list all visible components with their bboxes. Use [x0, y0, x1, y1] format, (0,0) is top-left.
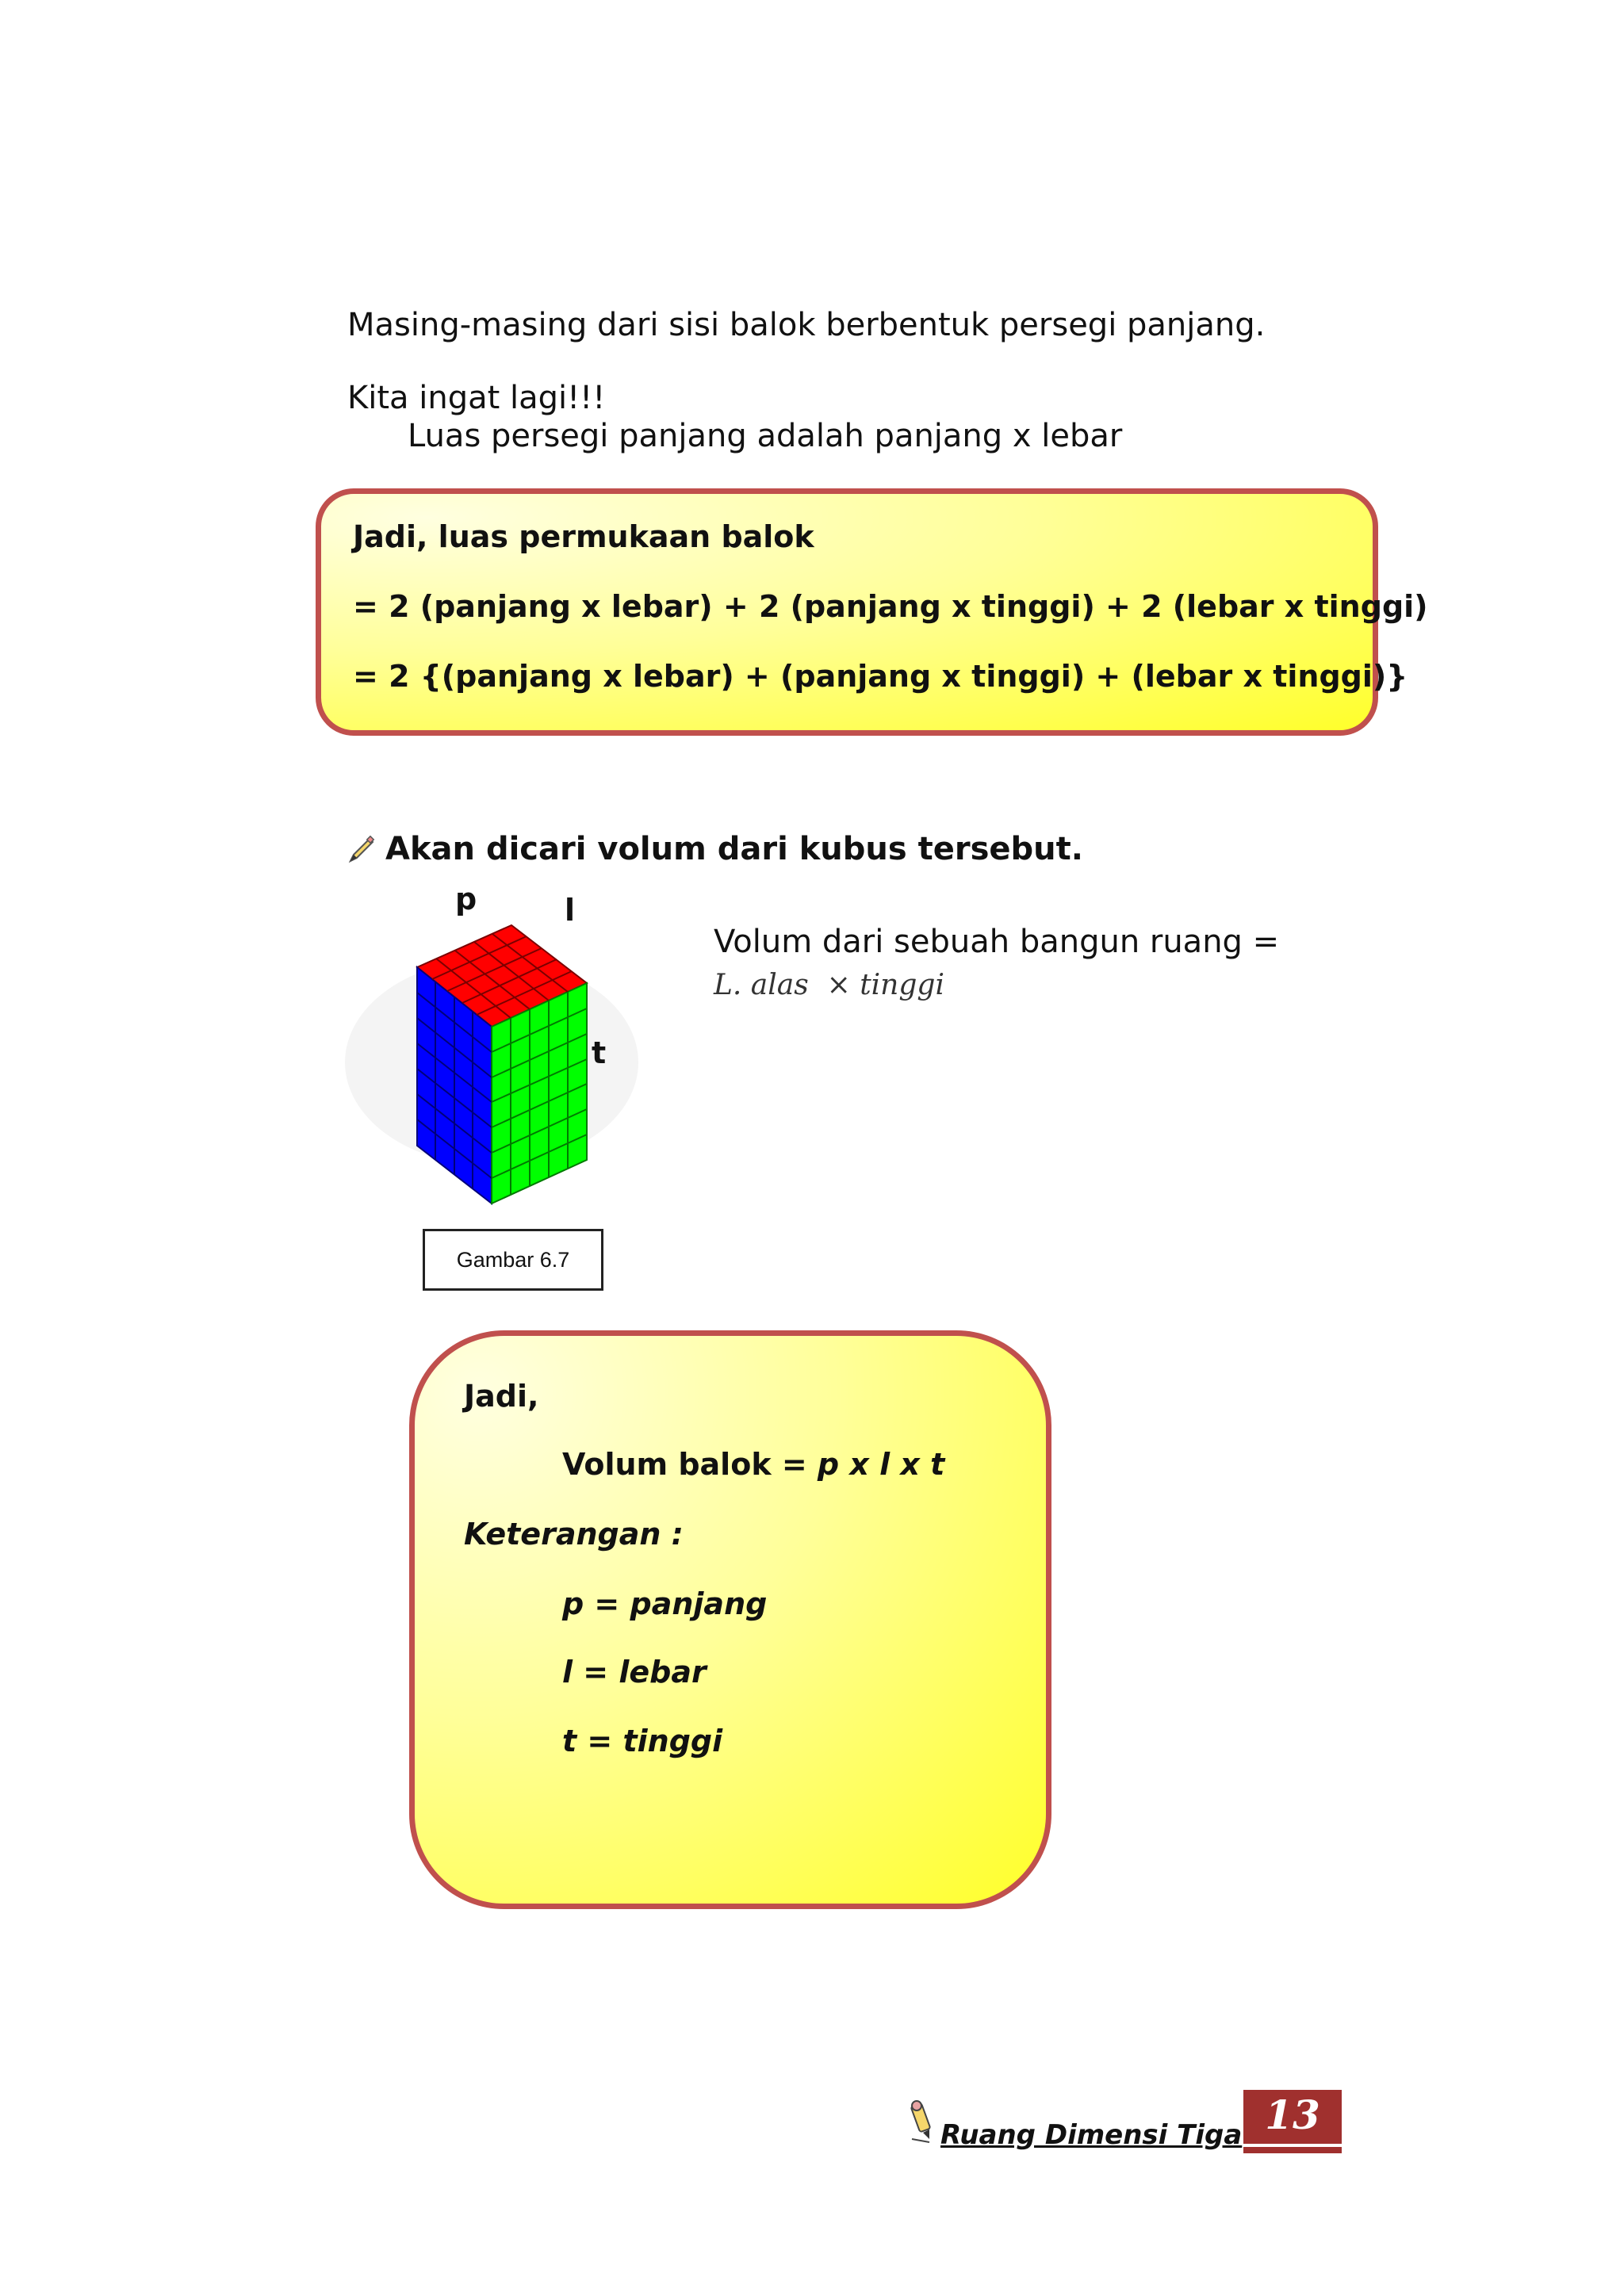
pencil-mascot-icon [906, 2098, 937, 2145]
intro-line-3: Luas persegi panjang adalah panjang x lebar [408, 418, 1123, 454]
page-number-rule [1243, 2144, 1342, 2153]
volume-text-formula: L. alas × tinggi [714, 969, 944, 1001]
pencil-icon [346, 834, 377, 866]
volume-box [409, 1330, 1051, 1909]
page-number: 13 [1265, 2091, 1320, 2138]
figure-caption: Gambar 6.7 [423, 1229, 603, 1291]
label-p: p [455, 882, 477, 916]
keterangan-title: Keterangan : [464, 1517, 684, 1552]
volume-formula-label: Volum balok = [562, 1447, 807, 1482]
label-t: t [592, 1035, 607, 1070]
label-l: l [565, 893, 576, 928]
intro-line-2: Kita ingat lagi!!! [347, 380, 606, 416]
volume-box-title: Jadi, [464, 1379, 539, 1414]
surface-area-formula-2: = 2 {(panjang x lebar) + (panjang x tinggi) + (lebar x tinggi)} [353, 659, 1408, 694]
note-p: p = panjang [562, 1586, 768, 1621]
intro-line-1: Masing-masing dari sisi balok berbentuk persegi panjang. [347, 307, 1266, 343]
surface-area-title: Jadi, luas permukaan balok [353, 519, 814, 554]
note-l: l = lebar [562, 1655, 707, 1689]
volume-heading: Akan dicari volum dari kubus tersebut. [385, 831, 1083, 867]
surface-area-formula-1: = 2 (panjang x lebar) + 2 (panjang x tinggi) + 2 (lebar x tinggi) [353, 589, 1428, 624]
surface-area-box [316, 488, 1428, 736]
volume-formula [562, 1447, 944, 1482]
cuboid-figure [341, 880, 674, 1221]
footer-title: Ruang Dimensi Tiga [940, 2119, 1243, 2151]
note-t: t = tinggi [562, 1724, 723, 1758]
volume-formula-value: p x l x t [817, 1447, 945, 1482]
page-number-tab [1243, 2090, 1342, 2153]
volume-text-line: Volum dari sebuah bangun ruang = [714, 924, 1280, 960]
